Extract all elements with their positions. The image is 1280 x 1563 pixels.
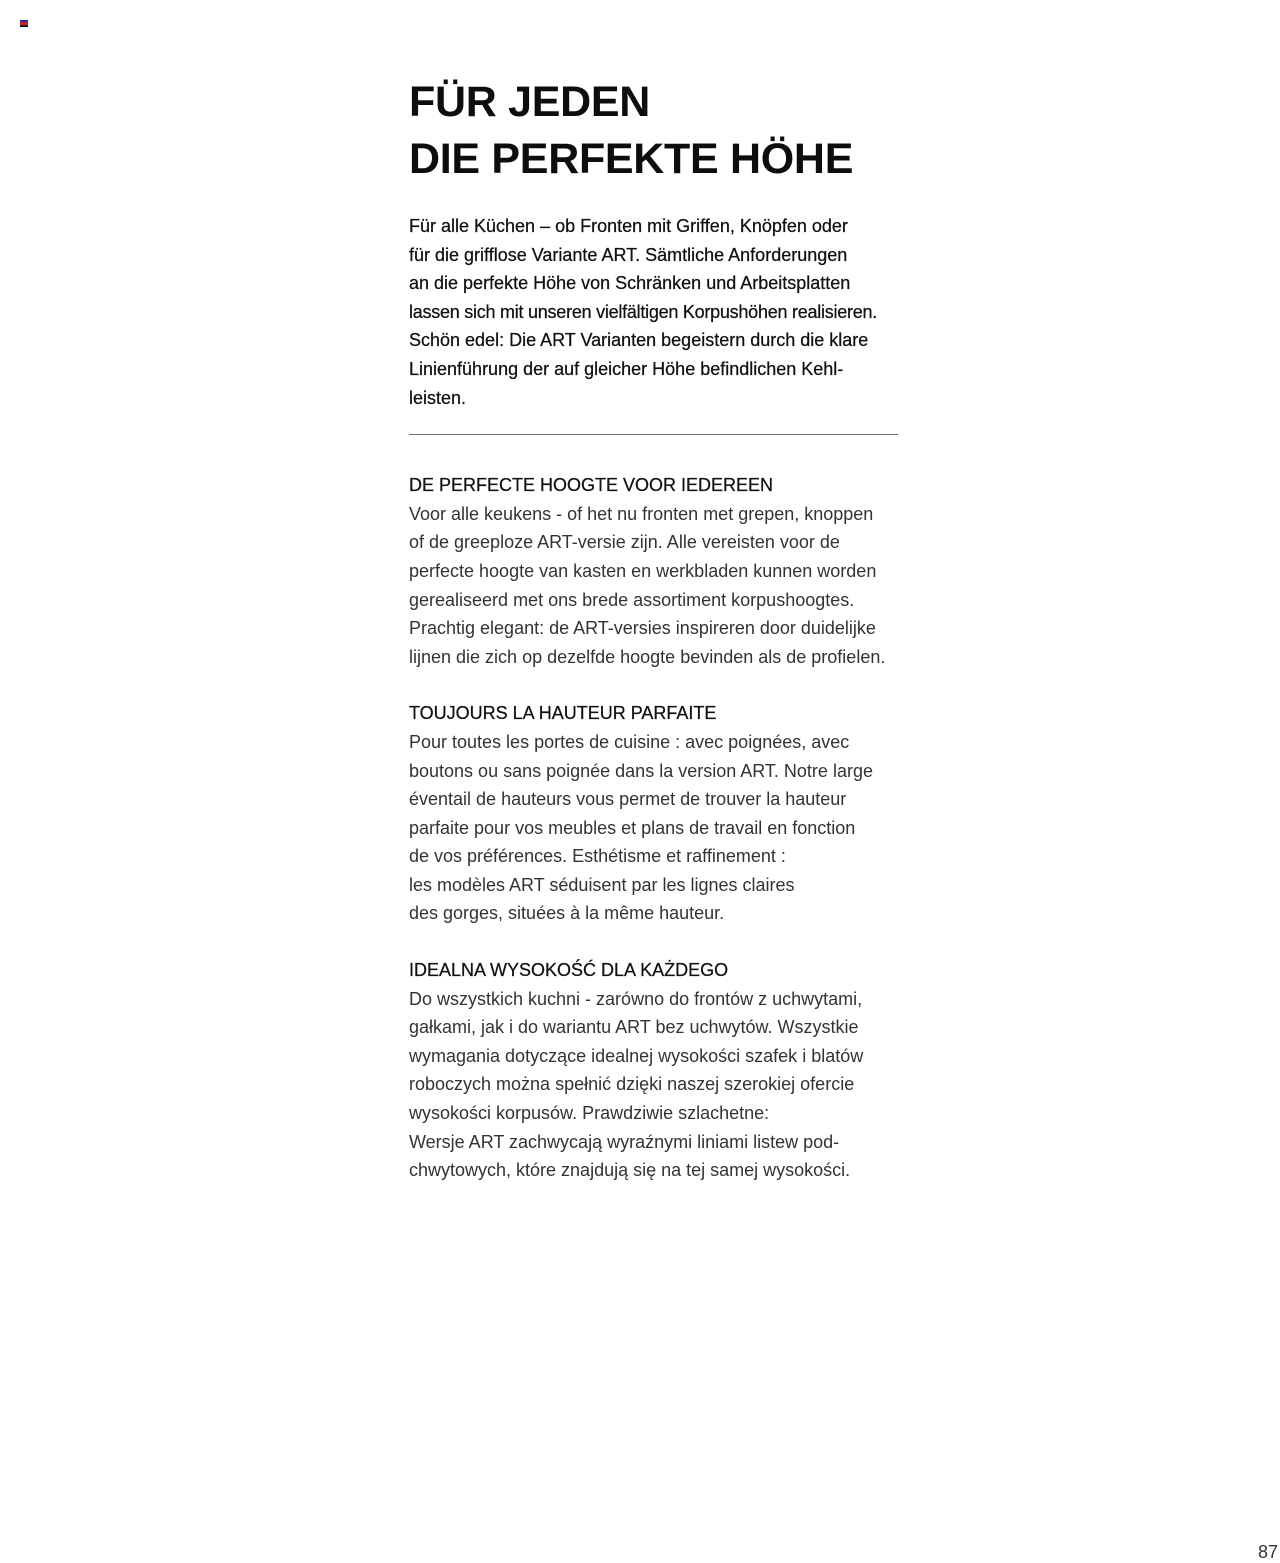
section-dutch [409,471,901,671]
title-line-2: DIE PERFEKTE HÖHE [409,135,854,183]
intro-line: an die perfekte Höhe von Schränken und Arbeitsplatten [409,273,851,294]
flag-stripe-bottom [20,25,28,27]
page-title [409,74,901,188]
page-number: 87 [1257,1542,1278,1562]
intro-line: lassen sich mit unseren vielfältigen Korpushöhen realisieren. [409,301,878,322]
intro-line: leisten. [409,387,467,408]
intro-line: Schön edel: Die ART Varianten begeistern durch die klare [409,330,869,351]
intro-line: für die grifflose Variante ART. Sämtliche Anforderungen [409,244,848,265]
section-heading: TOUJOURS LA HAUTEUR PARFAITE [409,703,717,724]
section-polish [409,956,901,1185]
intro-line: Linienführung der auf gleicher Höhe befindlichen Kehl- [409,358,844,379]
body-line: Voor alle keukens - of het nu fronten met grepen, knoppen [409,503,874,524]
body-line: chwytowych, które znajdują się na tej samej wysokości. [409,1160,851,1181]
page-content [409,74,901,1185]
body-line: roboczych można spełnić dzięki naszej szerokiej ofercie [409,1074,855,1095]
body-line: perfecte hoogte van kasten en werkbladen kunnen worden [409,560,877,581]
intro-line: Für alle Küchen – ob Fronten mit Griffen, Knöpfen oder [409,216,848,236]
section-body [409,985,901,1185]
section-body [409,500,901,672]
body-line: gerealiseerd met ons brede assortiment korpushoogtes. [409,589,855,610]
body-line: lijnen die zich op dezelfde hoogte bevinden als de profielen. [409,646,886,667]
section-heading: DE PERFECTE HOOGTE VOOR IEDEREEN [409,475,774,496]
body-line: parfaite pour vos meubles et plans de travail en fonction [409,817,856,838]
flag-icon [20,20,28,27]
body-line: Prachtig elegant: de ART-versies inspireren door duidelijke [409,618,876,639]
body-line: les modèles ART séduisent par les lignes claires [409,874,795,895]
section-body [409,728,901,928]
section-heading: IDEALNA WYSOKOŚĆ DLA KAŻDEGO [409,960,729,981]
title-line-1: FÜR JEDEN [409,78,651,126]
section-french [409,699,901,928]
body-line: of de greeploze ART-versie zijn. Alle vereisten voor de [409,532,840,553]
body-line: wymagania dotyczące idealnej wysokości szafek i blatów [409,1045,864,1066]
body-line: Do wszystkich kuchni - zarówno do frontów z uchwytami, [409,988,863,1009]
body-line: boutons ou sans poignée dans la version ART. Notre large [409,760,873,781]
intro-paragraph [409,212,901,412]
body-line: Wersje ART zachwycają wyraźnymi liniami listew pod- [409,1131,840,1152]
body-line: de vos préférences. Esthétisme et raffinement : [409,846,786,867]
divider-line [409,434,898,435]
body-line: gałkami, jak i do wariantu ART bez uchwytów. Wszystkie [409,1017,859,1038]
body-line: wysokości korpusów. Prawdziwie szlachetne: [409,1103,770,1124]
body-line: éventail de hauteurs vous permet de trouver la hauteur [409,789,847,810]
body-line: Pour toutes les portes de cuisine : avec poignées, avec [409,731,850,752]
body-line: des gorges, situées à la même hauteur. [409,903,725,924]
